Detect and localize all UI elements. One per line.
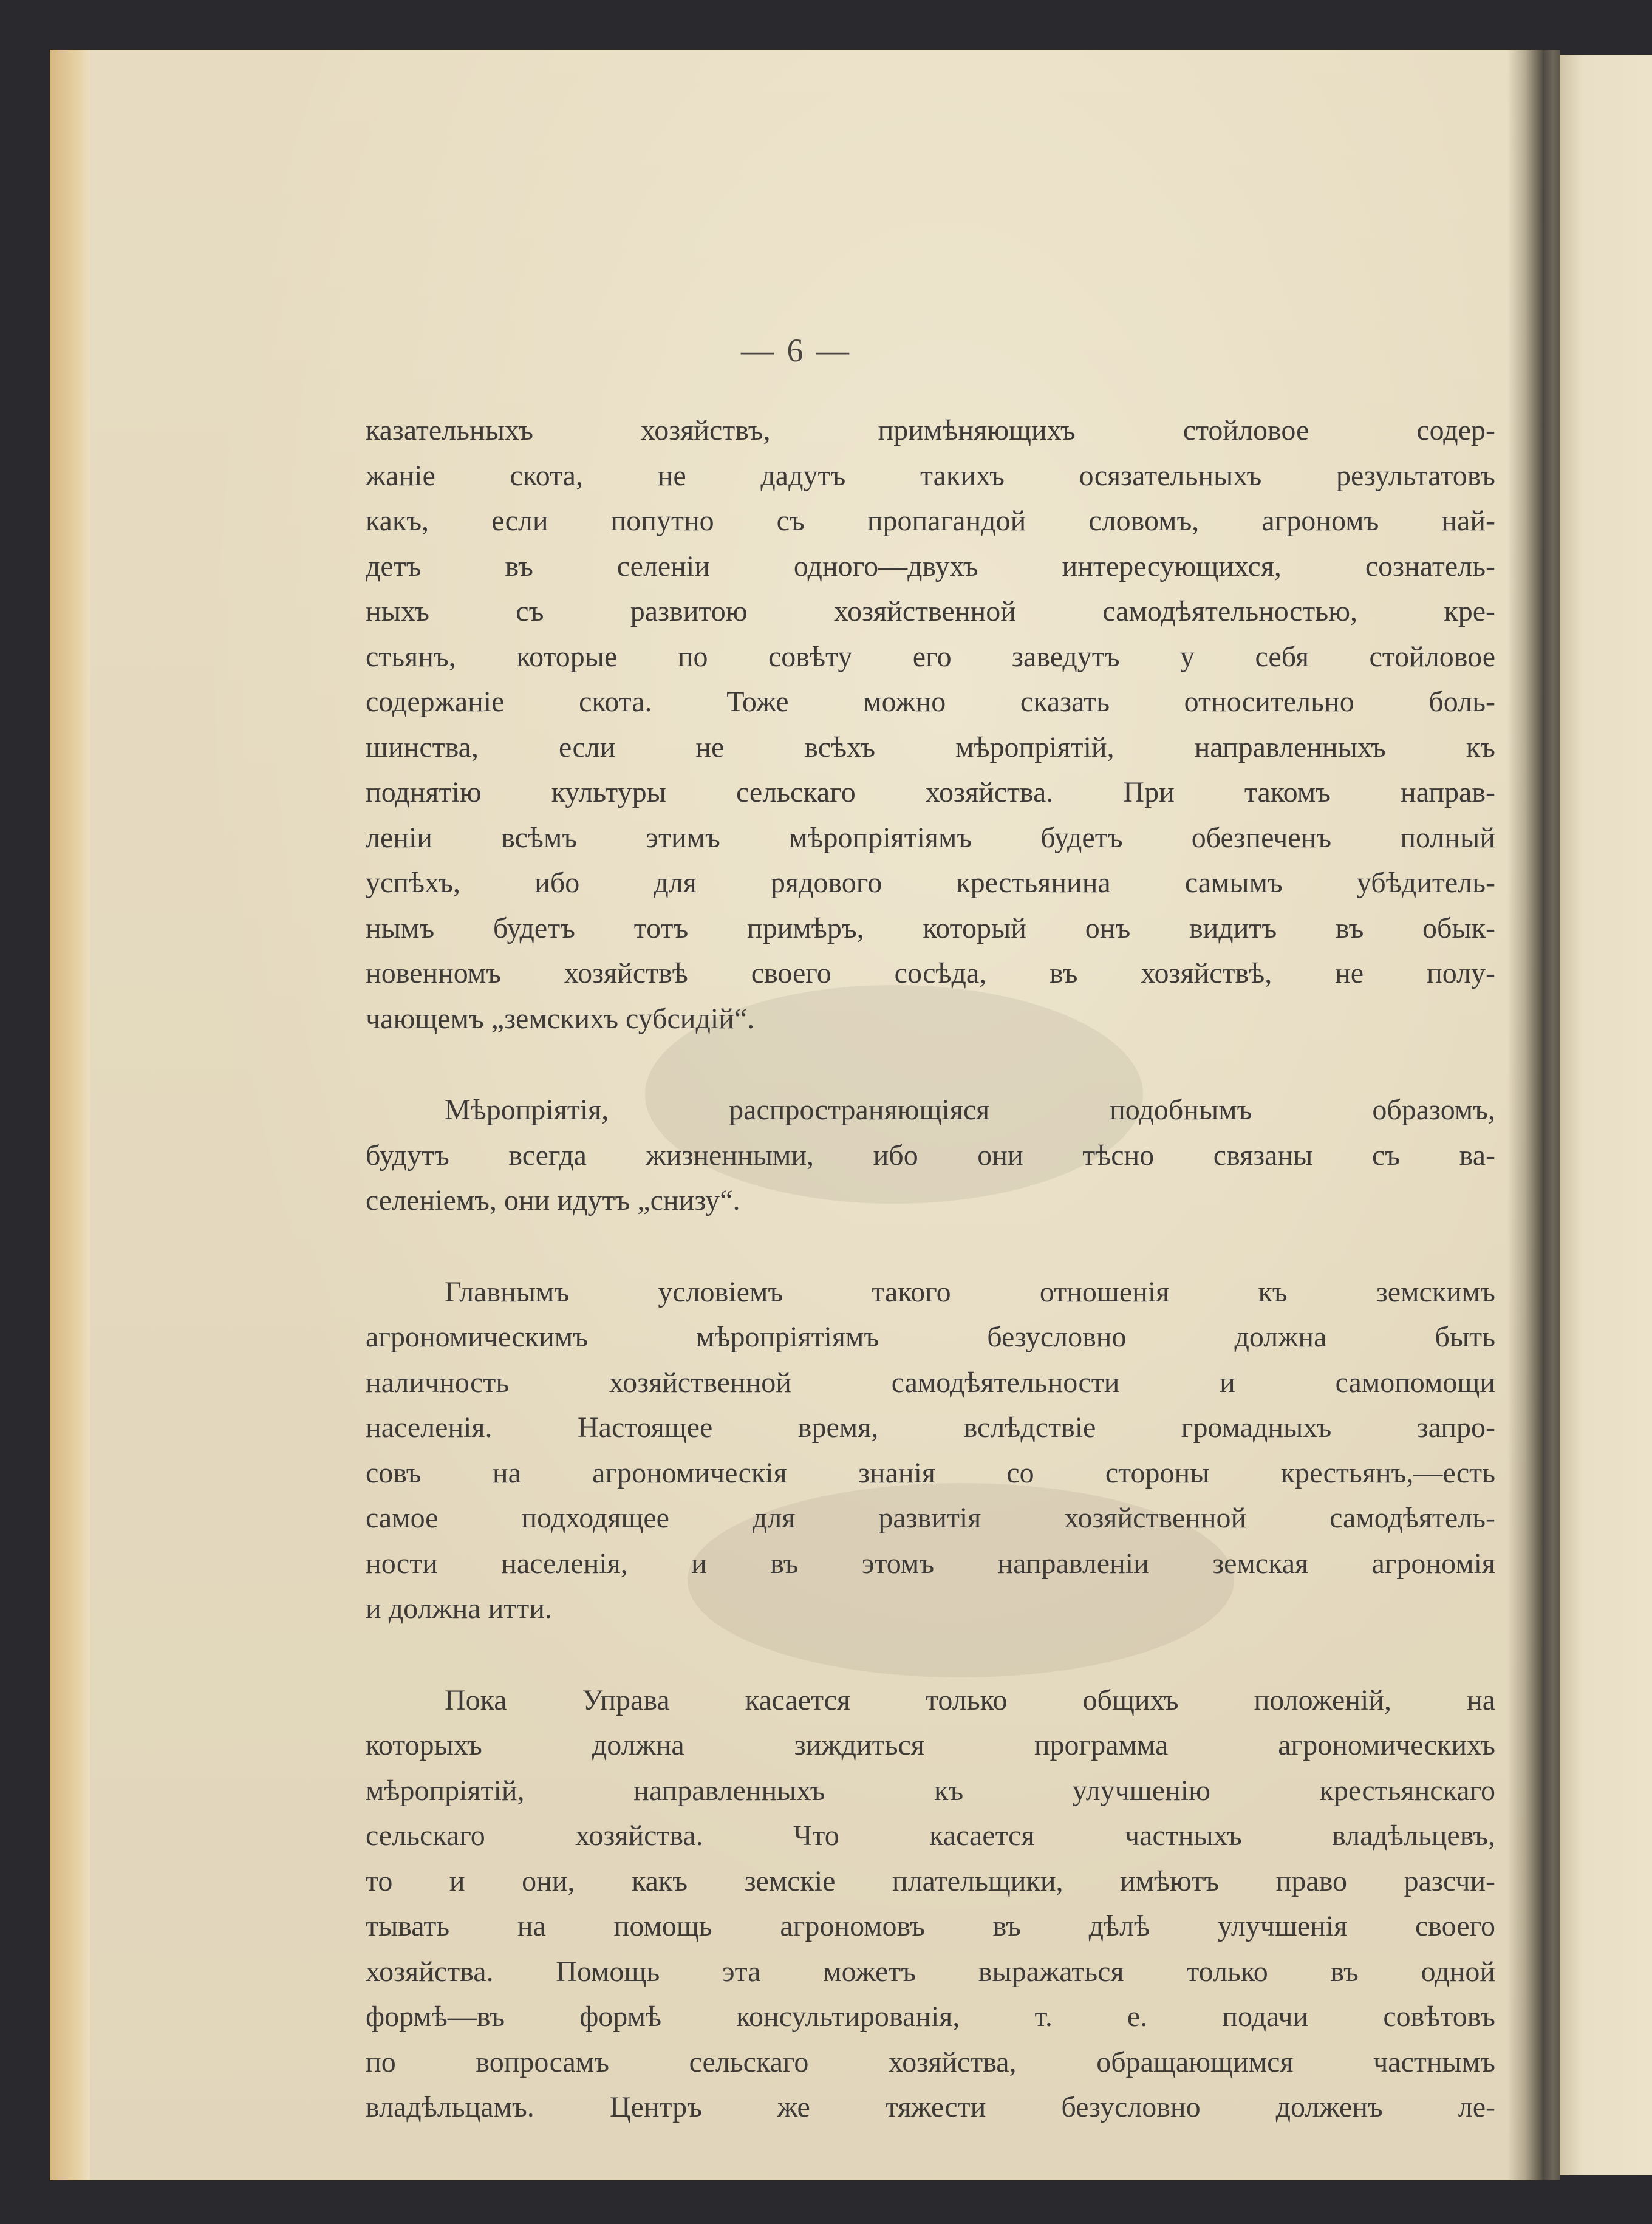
text-line: сельскаго хозяйства. Что касается частныхъ владѣльцевъ, bbox=[366, 1820, 1495, 1852]
paragraph-gap bbox=[366, 1224, 1495, 1270]
text-line: формѣ—въ формѣ консультированія, т. е. подачи совѣтовъ bbox=[366, 2001, 1495, 2033]
text-line: шинства, если не всѣхъ мѣропріятій, направленныхъ къ bbox=[366, 731, 1495, 763]
gutter-shadow bbox=[1507, 50, 1543, 2180]
text-line: успѣхъ, ибо для рядового крестьянина самымъ убѣдитель- bbox=[366, 867, 1495, 899]
text-line: наличность хозяйственной самодѣятельности и самопомощи bbox=[366, 1366, 1495, 1399]
book-binding bbox=[1543, 50, 1560, 2180]
text-line: совъ на агрономическія знанія со стороны крестьянъ,—есть bbox=[366, 1456, 1495, 1489]
text-line-indented bbox=[366, 1270, 1495, 1315]
text-line: хозяйства. Помощь эта можетъ выражаться только въ одной bbox=[366, 1955, 1495, 1988]
text-line: поднятію культуры сельскаго хозяйства. При такомъ направ- bbox=[366, 776, 1495, 808]
text-line: жаніе скота, не дадутъ такихъ осязательныхъ результатовъ bbox=[366, 459, 1495, 492]
page-number: — 6 — bbox=[741, 332, 852, 369]
text-line: которыхъ должна зиждиться программа агрономическихъ bbox=[366, 1729, 1495, 1761]
text-line: Пока Управа касается только общихъ положеній, на bbox=[445, 1683, 1495, 1716]
text-line: тывать на помощь агрономовъ въ дѣлѣ улучшенія своего bbox=[366, 1910, 1495, 1942]
text-line: новенномъ хозяйствѣ своего сосѣда, въ хозяйствѣ, не полу- bbox=[366, 957, 1495, 989]
text-line: нымъ будетъ тотъ примѣръ, который онъ видитъ въ обык- bbox=[366, 912, 1495, 944]
text-line: мѣропріятій, направленныхъ къ улучшенію крестьянскаго bbox=[366, 1774, 1495, 1807]
text-line: какъ, если попутно съ пропагандой словомъ, агрономъ най- bbox=[366, 505, 1495, 537]
text-line: и должна итти. bbox=[366, 1592, 552, 1625]
text-line: селеніемъ, они идутъ „снизу“. bbox=[366, 1184, 740, 1216]
page-edge bbox=[50, 50, 90, 2180]
text-line: чающемъ „земскихъ субсидій“. bbox=[366, 1002, 755, 1035]
text-line: самое подходящее для развитія хозяйственной самодѣятель- bbox=[366, 1502, 1495, 1534]
text-line: населенія. Настоящее время, вслѣдствіе громадныхъ запро- bbox=[366, 1411, 1495, 1444]
paragraph-gap bbox=[366, 1632, 1495, 1678]
text-line: Мѣропріятія, распространяющіяся подобнымъ образомъ, bbox=[445, 1094, 1495, 1126]
text-line-indented bbox=[366, 1678, 1495, 1724]
text-line: будутъ всегда жизненными, ибо они тѣсно связаны съ ва- bbox=[366, 1139, 1495, 1172]
text-line: агрономическимъ мѣропріятіямъ безусловно должна быть bbox=[366, 1321, 1495, 1353]
text-line: стьянъ, которые по совѣту его заведутъ у себя стойловое bbox=[366, 640, 1495, 673]
text-line: детъ въ селеніи одного—двухъ интересующихся, сознатель- bbox=[366, 550, 1495, 582]
facing-page-edge bbox=[1560, 55, 1652, 2175]
text-line: ныхъ съ развитою хозяйственной самодѣятельностью, кре- bbox=[366, 595, 1495, 627]
text-line: Главнымъ условіемъ такого отношенія къ земскимъ bbox=[445, 1275, 1495, 1308]
text-line: леніи всѣмъ этимъ мѣропріятіямъ будетъ обезпеченъ полный bbox=[366, 821, 1495, 854]
text-line: ности населенія, и въ этомъ направленіи земская агрономія bbox=[366, 1547, 1495, 1580]
text-line: то и они, какъ земскіе плательщики, имѣютъ право разсчи- bbox=[366, 1864, 1495, 1897]
body-text bbox=[366, 408, 1495, 2130]
text-line-indented bbox=[366, 1088, 1495, 1133]
text-line: владѣльцамъ. Центръ же тяжести безусловно долженъ ле- bbox=[366, 2091, 1495, 2123]
text-line: по вопросамъ сельскаго хозяйства, обращающимся частнымъ bbox=[366, 2045, 1495, 2078]
text-line: казательныхъ хозяйствъ, примѣняющихъ стойловое содер- bbox=[366, 414, 1495, 446]
text-line: содержаніе скота. Тоже можно сказать относительно боль- bbox=[366, 686, 1495, 718]
book-page bbox=[50, 50, 1543, 2180]
paragraph-gap bbox=[366, 1042, 1495, 1088]
